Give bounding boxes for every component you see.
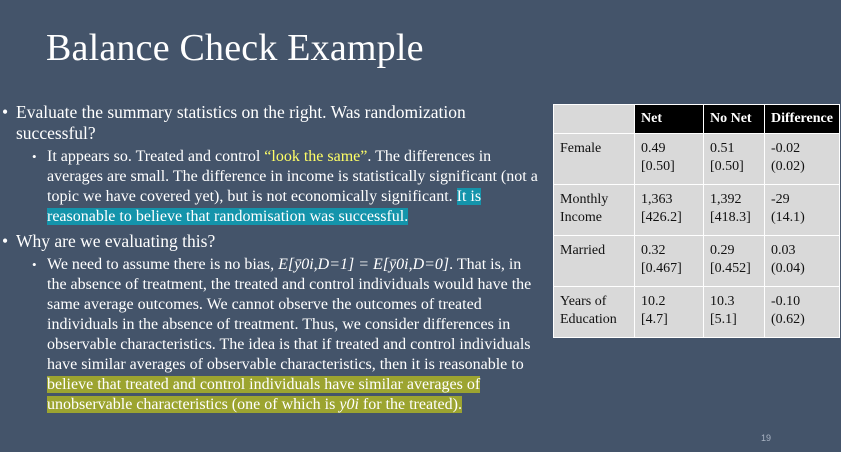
bullet-answer-1	[0, 147, 548, 227]
cell-se: (14.1)	[771, 210, 805, 225]
bullet-question-1	[0, 102, 548, 144]
cell-value: 10.2	[641, 294, 666, 309]
cell-se: (0.04)	[771, 261, 805, 276]
table-row	[554, 185, 840, 236]
bias-equation: E[ȳ0i,D=1] = E[ȳ0i,D=0]	[278, 256, 450, 273]
row-label-text: Years of	[560, 294, 607, 309]
cell-value: 0.51	[710, 141, 735, 156]
row-label	[554, 287, 635, 338]
answer-2-highlight-text1: believe that treated and control individuals have similar averages of unobservable characteristics (one of which is	[47, 376, 481, 413]
table-cell	[765, 287, 840, 338]
cell-value: 0.29	[710, 243, 735, 258]
y0i-symbol: y0i	[339, 396, 359, 413]
bullet-dot: •	[32, 257, 37, 272]
table-cell	[635, 134, 704, 185]
bullet-dot: •	[2, 231, 9, 251]
question-2-text: Why are we evaluating this?	[16, 231, 216, 251]
cell-value: -29	[771, 192, 790, 207]
table-row	[554, 134, 840, 185]
cell-value: -0.02	[771, 141, 801, 156]
row-label	[554, 236, 635, 287]
table-cell	[704, 236, 765, 287]
table-cell	[635, 236, 704, 287]
table-header-row	[554, 105, 840, 134]
cell-sd: [5.1]	[710, 312, 737, 327]
cell-sd: [418.3]	[710, 210, 751, 225]
cell-value: -0.10	[771, 294, 801, 309]
cell-value: 0.49	[641, 141, 666, 156]
table-cell	[635, 287, 704, 338]
row-label-text: Female	[560, 141, 602, 156]
answer-1-quote: “look the same”	[264, 148, 368, 165]
cell-sd: [0.50]	[710, 159, 744, 174]
cell-sd: [0.467]	[641, 261, 682, 276]
cell-value: 10.3	[710, 294, 735, 309]
bullet-question-2	[0, 231, 548, 252]
table-cell	[765, 134, 840, 185]
slide-number: 19	[761, 433, 772, 443]
slide-title: Balance Check Example	[46, 27, 424, 69]
row-label	[554, 134, 635, 185]
table-cell	[704, 185, 765, 236]
cell-value: 0.03	[771, 243, 796, 258]
answer-2-highlight-text2: for the treated).	[358, 396, 462, 413]
summary-statistics-table	[553, 104, 840, 338]
cell-sd: [4.7]	[641, 312, 668, 327]
cell-value: 1,392	[710, 192, 742, 207]
bullet-dot: •	[32, 149, 37, 164]
table-cell	[704, 134, 765, 185]
question-1-text: Evaluate the summary statistics on the right. Was randomization successful?	[16, 102, 466, 143]
table-header-difference: Difference	[765, 105, 840, 134]
table-row	[554, 287, 840, 338]
row-label-text: Monthly	[560, 192, 609, 207]
row-label-text: Income	[560, 210, 602, 225]
row-label	[554, 185, 635, 236]
cell-sd: [426.2]	[641, 210, 682, 225]
table-cell	[704, 287, 765, 338]
table-cell	[765, 185, 840, 236]
answer-1-text-part1: It appears so. Treated and control	[47, 148, 265, 165]
slide-content	[0, 102, 548, 419]
cell-sd: [0.50]	[641, 159, 675, 174]
table-header-net: Net	[635, 105, 704, 134]
table-cell	[635, 185, 704, 236]
cell-value: 0.32	[641, 243, 666, 258]
bullet-answer-2	[0, 255, 548, 415]
bullet-dot: •	[2, 102, 9, 122]
table-header-empty	[554, 105, 635, 134]
row-label-text: Education	[560, 312, 617, 327]
table-row	[554, 236, 840, 287]
table-header-no-net: No Net	[704, 105, 765, 134]
row-label-text: Married	[560, 243, 606, 258]
answer-2-text-part2: . That is, in the absence of treatment, the treated and control individuals would have the same average outcomes. We cannot observe the outcomes of treated individuals in the absence of treatment. Thus, we consider differences in observable characteristics. The idea is that if treated and control individuals have similar averages of observable characteristics, then it is reasonable to	[47, 256, 532, 373]
cell-se: (0.62)	[771, 312, 805, 327]
answer-1-highlight: It is reasonable to believe that randomisation was successful.	[47, 188, 482, 225]
cell-se: (0.02)	[771, 159, 805, 174]
answer-2-highlight	[47, 376, 480, 413]
answer-2-text-part1: We need to assume there is no bias,	[47, 256, 279, 273]
answer-1-text-part2: . The differences in averages are small. The difference in income is statistically significant (not a topic we have covered yet), but is not economically significant.	[47, 148, 538, 205]
table-cell	[765, 236, 840, 287]
cell-sd: [0.452]	[710, 261, 751, 276]
cell-value: 1,363	[641, 192, 673, 207]
